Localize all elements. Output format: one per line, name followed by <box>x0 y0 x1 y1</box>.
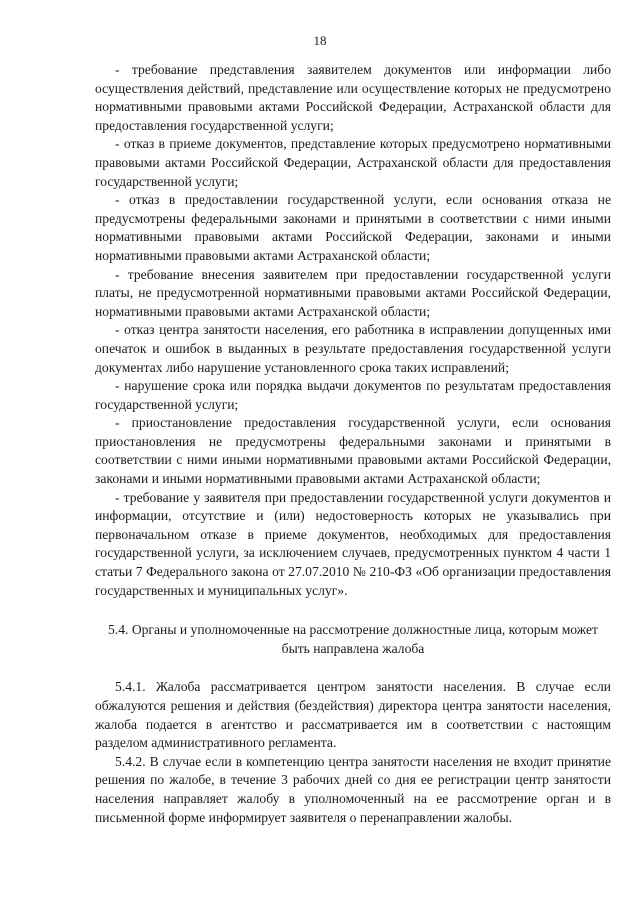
list-item: - отказ в приеме документов, представление которых предусмотрено нормативными правовыми актами Российской Федерации, Астраханской области для предоставления государственной услуги; <box>95 136 611 189</box>
list-item: - нарушение срока или порядка выдачи документов по результатам предоставления государственной услуги; <box>95 378 611 412</box>
list-item: - требование у заявителя при предоставлении государственной услуги документов и информации, отсутствие и (или) недостоверность которых не указывались при первоначальном отказе в приеме документов, необходимых для предоставления государственной услуги, за исключением случаев, предусмотренных пунктом 4 части 1 статьи 7 Федерального закона от 27.07.2010 № 210-ФЗ «Об организации предоставления государственных и муниципальных услуг». <box>95 489 611 598</box>
list-item: - отказ центра занятости населения, его работника в исправлении допущенных ими опечаток и ошибок в выданных в результате предоставления государственной услуги документах либо нарушение установленного срока таких исправлений; <box>95 322 611 375</box>
section-title: 5.4. Органы и уполномоченные на рассмотрение должностные лица, которым может быть направлена жалоба <box>108 622 598 656</box>
page-number: 18 <box>313 33 327 48</box>
list-item: - отказ в предоставлении государственной услуги, если основания отказа не предусмотрены федеральными законами и принятыми в соответствии с ними иными нормативными правовыми актами Российской Федерации, законами и иными нормативными правовыми актами Астраханской области; <box>95 192 611 263</box>
list-item: - требование представления заявителем документов или информации либо осуществления действий, представление или осуществление которых не предусмотрено нормативными правовыми актами Российской Федерации, Астраханской области для предоставления государственной услуги; <box>95 62 611 133</box>
paragraph-5-4-2: 5.4.2. В случае если в компетенцию центра занятости населения не входит принятие решения по жалобе, в течение 3 рабочих дней со дня ее регистрации центр занятости населения направляет жалобу в уполномоченный на ее рассмотрение орган и в письменной форме информирует заявителя о перенаправлении жалобы. <box>95 753 611 825</box>
document-body <box>95 61 611 827</box>
paragraph-5-4-1: 5.4.1. Жалоба рассматривается центром занятости населения. В случае если обжалуются решения и действия (бездействия) директора центра занятости населения, жалоба подается в агентство и рассматривается им в соответствии с настоящим разделом административного регламента. <box>95 679 611 751</box>
list-item: - требование внесения заявителем при предоставлении государственной услуги платы, не предусмотренной нормативными правовыми актами Российской Федерации, нормативными правовыми актами Астраханской области; <box>95 266 611 319</box>
list-item: - приостановление предоставления государственной услуги, если основания приостановления не предусмотрены федеральными законами и принятыми в соответствии с ними иными нормативными правовыми актами Российской Федерации, законами и иными нормативными правовыми актами Астраханской области; <box>95 415 611 487</box>
